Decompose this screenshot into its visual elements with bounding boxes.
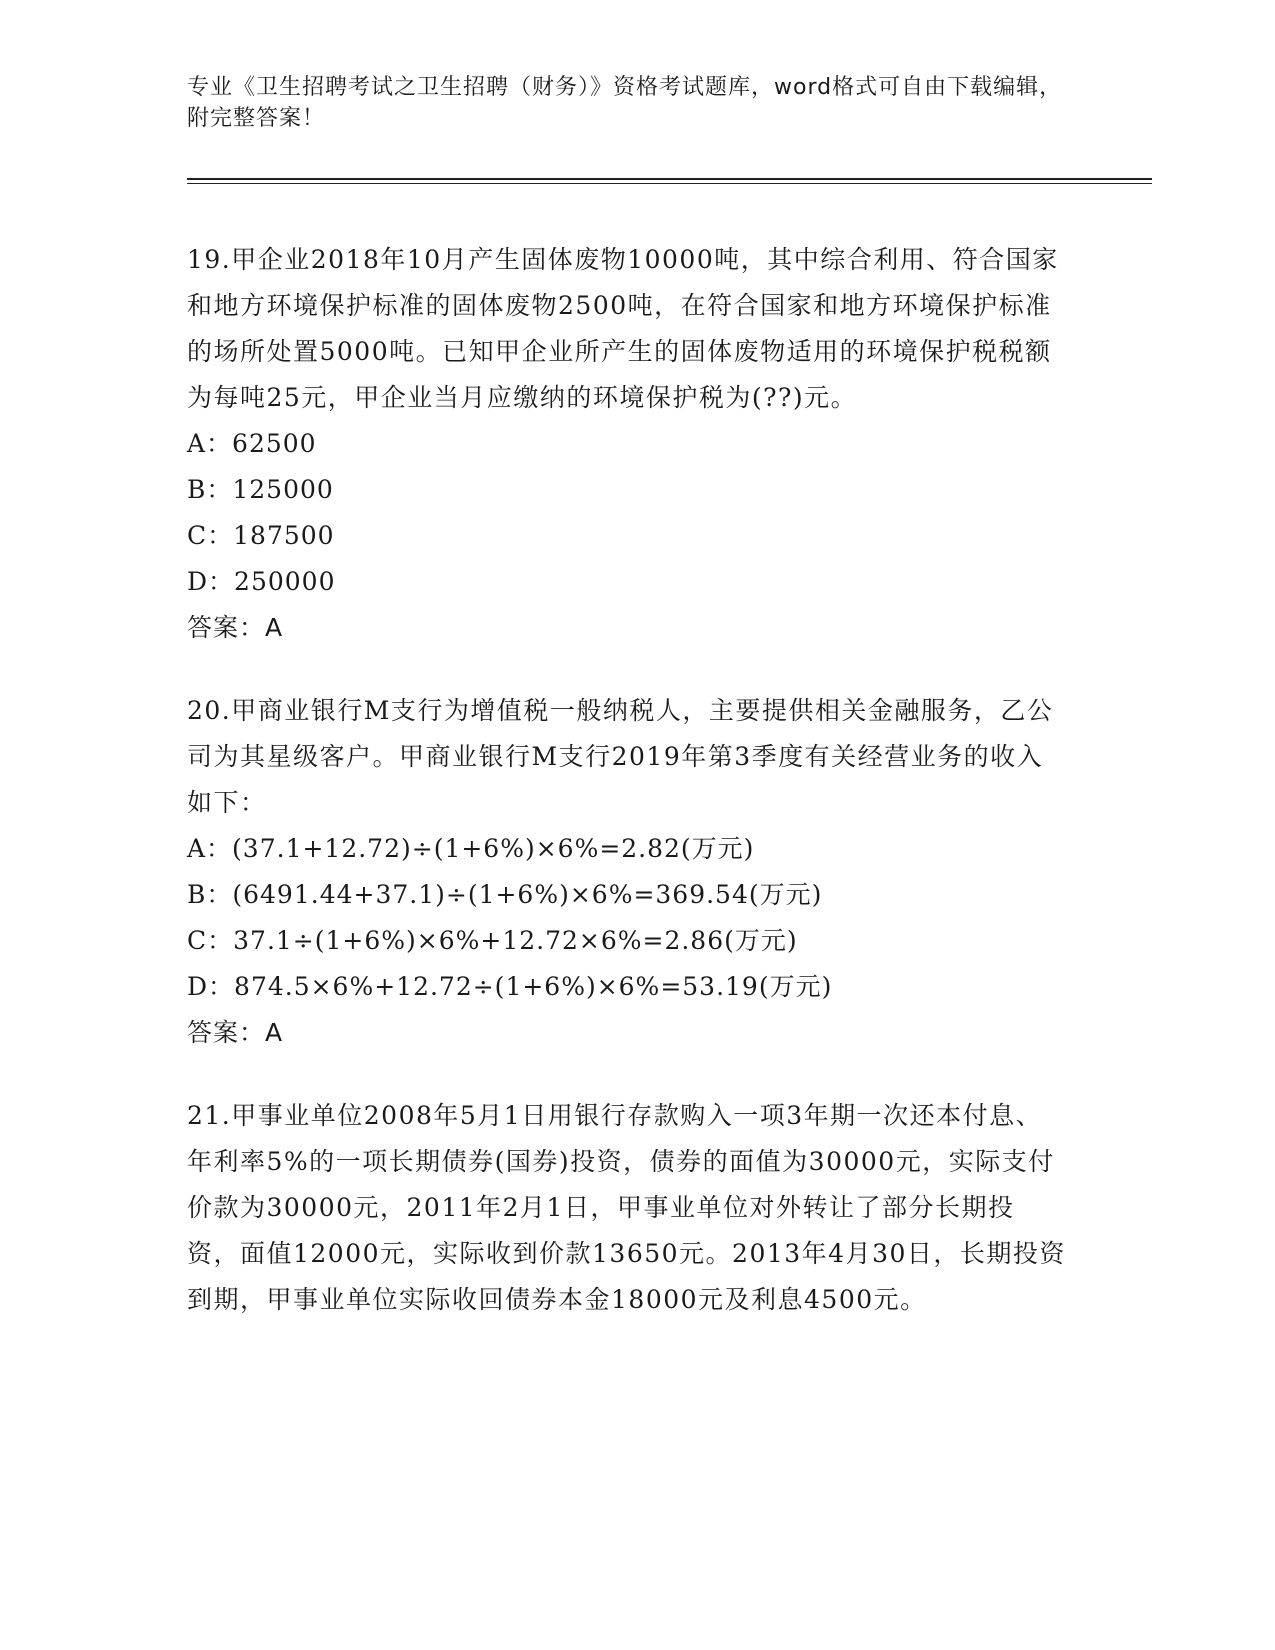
question-text: 21.甲事业单位2008年5月1日用银行存款购入一项3年期一次还本付息、年利率5%的一项长期债券(国券)投资，债券的面值为30000元，实际支付价款为30000元，2011年2月1日，甲事业单位对外转让了部分长期投资，面值12000元，实际收到价款13650元。2013年4月30日，长期投资到期，甲事业单位实际收回债券本金18000元及利息4500元。: [187, 1101, 1066, 1314]
question-21: [187, 1093, 1067, 1323]
question-20: [187, 688, 1067, 1056]
question-text: 19.甲企业2018年10月产生固体废物10000吨，其中综合利用、符合国家和地方环境保护标准的固体废物2500吨，在符合国家和地方环境保护标准的场所处置5000吨。已知甲企业所产生的固体废物适用的环境保护税税额为每吨25元，甲企业当月应缴纳的环境保护税为(??)元。: [187, 245, 1059, 412]
header-divider-thin: [187, 183, 1152, 184]
answer: 答案：A: [187, 1018, 284, 1047]
question-19: [187, 237, 1067, 651]
document-header: [187, 72, 1067, 134]
option-d: D：250000: [187, 567, 336, 596]
option-b: B：(6491.44+37.1)÷(1+6%)×6%=369.54(万元): [187, 880, 823, 909]
option-b: B：125000: [187, 475, 334, 504]
header-description: 专业《卫生招聘考试之卫生招聘（财务）》资格考试题库，word格式可自由下载编辑，附完整答案！: [187, 75, 1063, 131]
option-a: A：62500: [187, 429, 317, 458]
option-a: A：(37.1+12.72)÷(1+6%)×6%=2.82(万元): [187, 834, 755, 863]
header-divider-thick: [187, 178, 1152, 180]
option-c: C：187500: [187, 521, 335, 550]
option-d: D：874.5×6%+12.72÷(1+6%)×6%=53.19(万元): [187, 972, 833, 1001]
option-c: C：37.1÷(1+6%)×6%+12.72×6%=2.86(万元): [187, 926, 798, 955]
answer: 答案：A: [187, 613, 284, 642]
question-text: 20.甲商业银行M支行为增值税一般纳税人，主要提供相关金融服务，乙公司为其星级客户。甲商业银行M支行2019年第3季度有关经营业务的收入如下：: [187, 696, 1054, 817]
question-list: [187, 237, 1067, 1360]
